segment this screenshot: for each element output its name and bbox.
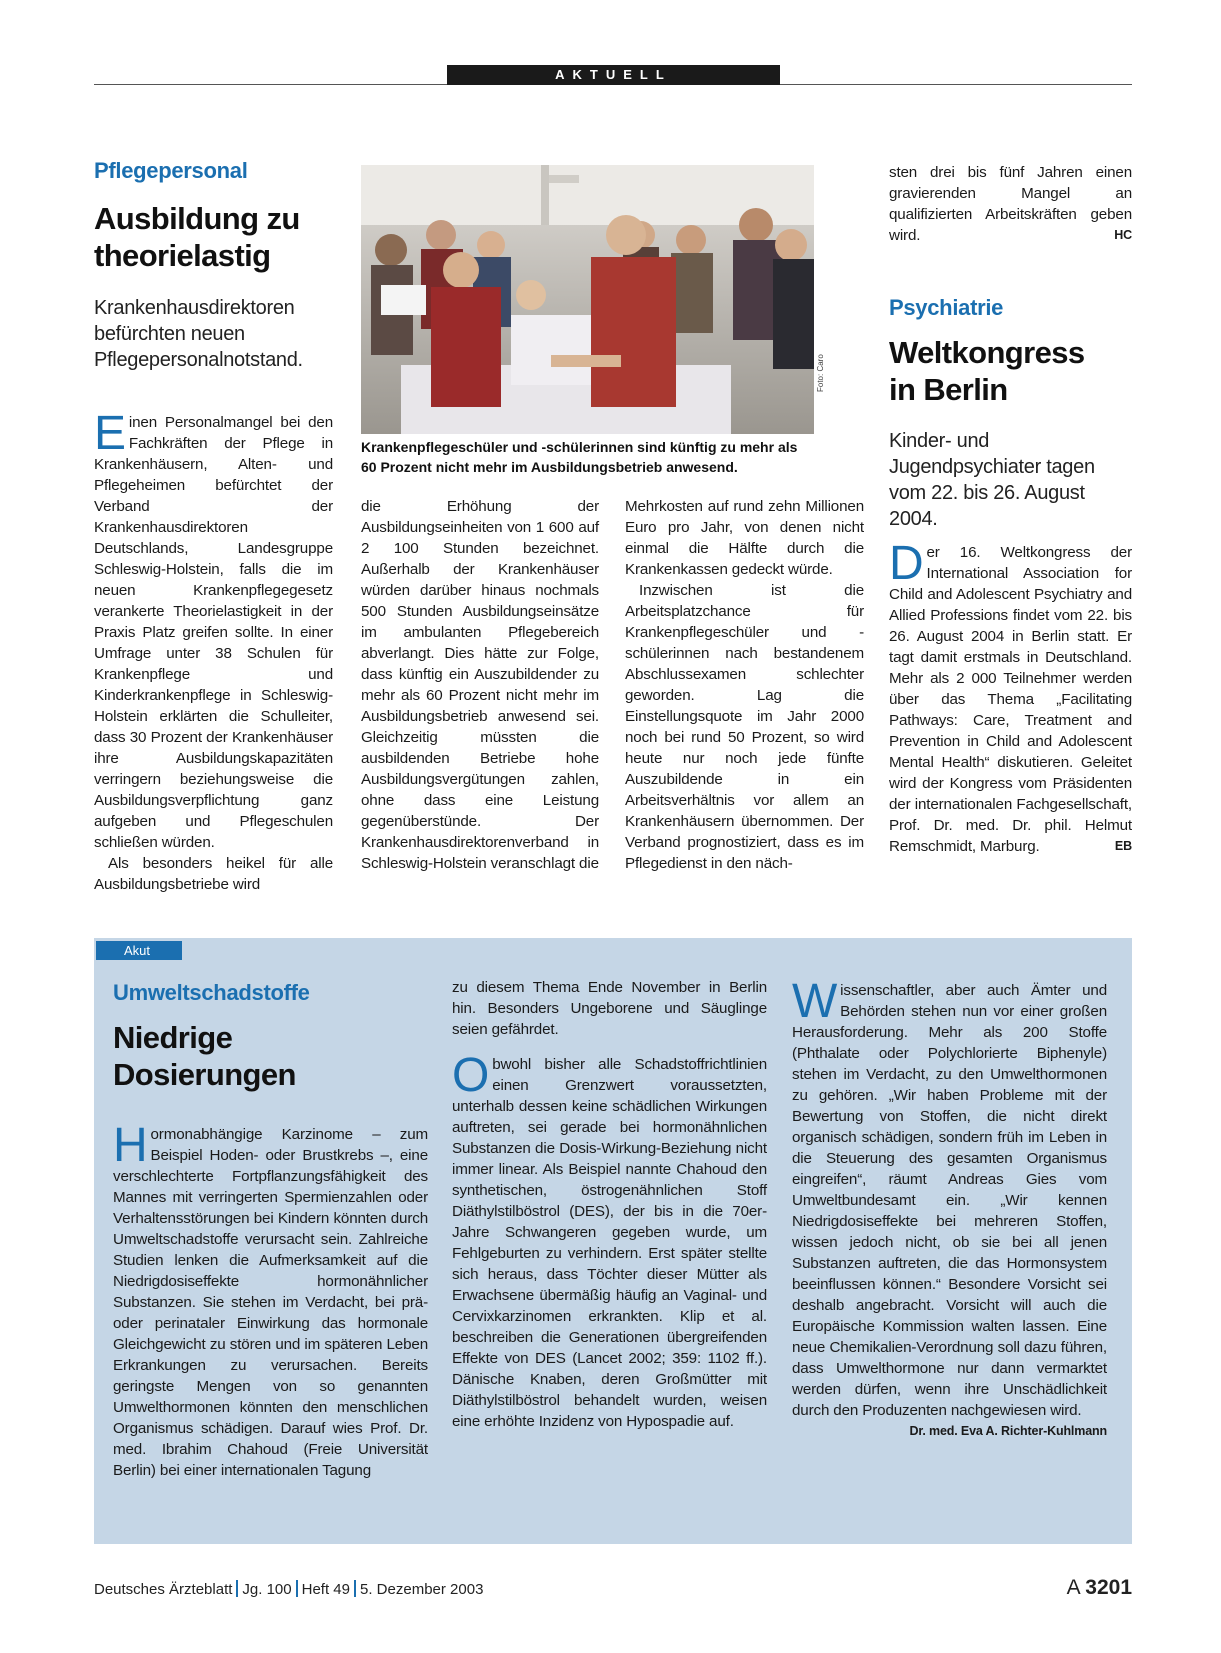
article3-column-1 xyxy=(113,1119,428,1481)
photo-credit: Foto: Caro xyxy=(816,354,825,392)
footer-issue: Heft 49 xyxy=(301,1581,350,1598)
article3-column-3 xyxy=(792,975,1107,1442)
article3-dropcap-o: O xyxy=(452,1049,490,1102)
article3-headline xyxy=(113,1019,413,1093)
article1-headline-line1: Ausbildung zu xyxy=(94,201,300,236)
nursing-training-photo xyxy=(361,165,814,434)
akut-tab-label: Akut xyxy=(96,941,182,960)
article1-col1-paragraph1: inen Personalmangel bei den Fachkräften der Pflege in Krankenhäusern, Alten- und Pflegeheimen befürchtet der Verband der Krankenhausdirektoren Deutschlands, Landesgruppe Schleswig-Holstein, falls die im neuen Krankenpflegegesetz verankerte Theorielastigkeit in der Praxis Platz greifen sollte. In einer Umfrage unter 38 Schulen für Krankenpflege und Kinderkrankenpflege in Schleswig-Holstein erklärten die Schulleiter, dass 30 Prozent der Krankenhäuser ihre Ausbildungskapazitäten verringern beziehungsweise die Ausbildungsverpflichtung ganz aufgeben und Pflegeschulen schließen würden. xyxy=(94,414,333,851)
article1-col4-paragraph1: sten drei bis fünf Jahren einen gravierenden Mangel an qualifizierten Arbeitskräften geben wird. xyxy=(889,164,1132,244)
article1-column-1 xyxy=(94,407,333,895)
article1-col1-paragraph2: Als besonders heikel für alle Ausbildungsbetriebe wird xyxy=(94,855,333,893)
article1-lead: Krankenhausdirektoren befürchten neuen Pflegepersonalnotstand. xyxy=(94,297,303,371)
article1-column-4 xyxy=(889,162,1132,246)
article1-column-3 xyxy=(625,496,864,874)
article1-col3-paragraph1: Mehrkosten auf rund zehn Millionen Euro pro Jahr, von denen nicht einmal die Hälfte durch die Krankenkassen gedeckt würde. xyxy=(625,498,864,578)
article1-col3-paragraph2: Inzwischen ist die Arbeitsplatzchance für Krankenpflegeschüler und -schülerinnen nach bestandenem Abschlussexamen schlechter geworden. Lag die Einstellungsquote im Jahr 2000 noch bei rund 50 Prozent, so wird heute nur noch jede fünfte Auszubildende in ein Arbeitsverhältnis vor allem an Krankenhäusern übernommen. Der Verband prognostiziert, dass es im Pflegedienst in den näch- xyxy=(625,582,864,872)
article3-dropcap-h: H xyxy=(113,1119,148,1172)
article1-headline-line2: theorielastig xyxy=(94,238,271,273)
article3-col2-paragraph1: zu diesem Thema Ende November in Berlin hin. Besonders Ungeborene und Säuglinge seien gefährdet. xyxy=(452,979,767,1038)
article1-signature: HC xyxy=(1114,228,1132,242)
article3-headline-line1: Niedrige xyxy=(113,1020,233,1055)
article2-body-text: er 16. Weltkongress der International Association for Child and Adolescent Psychiatry and Allied Professions findet vom 22. bis 26. August 2004 in Berlin statt. Er tagt damit erstmals in Deutschland. Mehr als 2 000 Teilnehmer werden über das Thema „Facilitating Pathways: Care, Treatment and Prevention in Child and Adolescent Mental Health“ diskutieren. Geleitet wird der Kongress vom Präsidenten der internationalen Fachgesellschaft, Prof. Dr. med. Dr. phil. Helmut Remschmidt, Marburg. xyxy=(889,544,1132,855)
article3-col1-text: ormonabhängige Karzinome – zum Beispiel Hoden- oder Brustkrebs –, eine verschlechterte Fortpflanzungsfähigkeit des Mannes mit verringerten Spermienzahlen oder Verhaltensstörungen bei Kindern könnten durch Umweltschadstoffe verursacht sein. Zahlreiche Studien lenken die Aufmerksamkeit auf die Niedrigdosiseffekte hormonähnlicher Substanzen. Sie stehen im Verdacht, bei prä- oder perinataler Einwirkung das hormonale Gleichgewicht zu stören und im späteren Leben Erkrankungen zu verursachen. Bereits geringste Mengen von so genannten Umwelthormonen könnten den menschlichen Organismus schädigen. Darauf wies Prof. Dr. med. Ibrahim Chahoud (Freie Universität Berlin) bei einer internationalen Tagung xyxy=(113,1126,428,1479)
article3-dropcap-w: W xyxy=(792,975,838,1028)
article3-col3-text: issenschaftler, aber auch Ämter und Behörden stehen nun vor einer großen Herausforderung. Mehr als 200 Stoffe (Phthalate oder Polychlorierte Biphenyle) stehen im Verdacht, zu den Umwelthormonen zu gehören. „Wir haben Probleme mit der Bewertung von Stoffen, die nicht direkt organisch schädigen, sondern früh im Leben in die Steuerung des gesamten Organismus eingreifen“, räumt Andreas Gies vom Umweltbundesamt ein. „Wir kennen Niedrigdosiseffekte bei mehreren Stoffen, wissen jedoch nicht, ob sie bei all jenen Substanzen auftreten, die das Hormonsystem beeinflussen können.“ Besondere Vorsicht sei deshalb angebracht. Vorsicht will auch die Europäische Kommission walten lassen. Eine neue Chemikalien-Verordnung soll dazu führen, dass Umwelthormone nur dann vermarktet werden dürfen, wenn ihre Unschädlichkeit durch den Produzenten nachgewiesen wird. xyxy=(792,982,1107,1419)
article3-kicker: Umweltschadstoffe xyxy=(113,980,310,1005)
article3-col2-paragraph2: bwohl bisher alle Schadstoffrichtlinien einen Grenzwert voraussetzten, unterhalb dessen keine schädlichen Wirkungen auftreten, sei gerade bei hormonähnlichen Substanzen die Dosis-Wirkung-Beziehung nicht immer linear. Als Beispiel nannte Chahoud den synthetischen, östrogenähnlichen Stoff Diäthylstilböstrol (DES), der bis in die 70er-Jahre Schwangeren gegeben wurde, um Fehlgeburten zu verhindern. Erst später stellte sich heraus, dass Töchter dieser Mütter als Erwachsene übermäßig häufig an Vaginal- und Cervixkarzinomen erkrankten. Klip et al. beschreiben die Generationen übergreifenden Effekte von DES (Lancet 2002; 359: 1102 ff.). Dänische Knaben, deren Großmütter mit Diäthylstilböstrol behandelt wurden, weisen eine erhöhte Inzidenz von Hypospadie auf. xyxy=(452,1056,767,1430)
footer-separator xyxy=(354,1580,356,1597)
photo-caption: Krankenpflegeschüler und -schülerinnen sind künftig zu mehr als 60 Prozent nicht mehr im Ausbildungsbetrieb anwesend. xyxy=(361,439,798,475)
article2-headline-line2: in Berlin xyxy=(889,372,1008,407)
article2-headline xyxy=(889,334,1129,408)
article1-dropcap: E xyxy=(94,407,126,460)
article2-headline-line1: Weltkongress xyxy=(889,335,1085,370)
footer-date: 5. Dezember 2003 xyxy=(360,1581,484,1598)
article2-dropcap: D xyxy=(889,537,924,590)
article1-column-2 xyxy=(361,496,599,874)
article1-photo xyxy=(361,165,814,434)
article3-column-2 xyxy=(452,977,767,1432)
article2-body xyxy=(889,537,1132,857)
article2-kicker: Psychiatrie xyxy=(889,295,1004,320)
article2-signature: EB xyxy=(1114,839,1132,853)
article1-headline xyxy=(94,200,344,274)
article3-headline-line2: Dosierungen xyxy=(113,1057,296,1092)
footer-volume: Jg. 100 xyxy=(242,1581,292,1598)
article1-kicker: Pflegepersonal xyxy=(94,158,248,183)
footer-separator xyxy=(296,1580,298,1597)
article1-col2-paragraph1: die Erhöhung der Ausbildungseinheiten von 1 600 auf 2 100 Stunden bezeichnet. Außerhalb der Krankenhäuser würden darüber hinaus nochmals 500 Stunden Ausbildungseinsätze im ambulanten Pflegebereich abverlangt. Dies hätte zur Folge, dass künftig ein Auszubildender zu mehr als 60 Prozent nicht mehr im Ausbildungsbetrieb anwesend sei. Gleichzeitig müssten die ausbildenden Betriebe hohe Ausbildungsvergütungen zahlen, ohne dass eine Leistung gegenüberstünde. Der Krankenhausdirektorenverband in Schleswig-Holstein veranschlagt die xyxy=(361,498,599,872)
page-number xyxy=(1067,1576,1132,1600)
footer-journal: Deutsches Ärzteblatt xyxy=(94,1581,233,1598)
page-footer xyxy=(94,1576,1132,1599)
article2-lead: Kinder- und Jugendpsychiater tagen vom 22. bis 26. August 2004. xyxy=(889,430,1095,530)
article3-signature: Dr. med. Eva A. Richter-Kuhlmann xyxy=(909,1424,1107,1438)
page-prefix: A xyxy=(1066,1576,1080,1599)
section-label: AKTUELL xyxy=(447,65,780,85)
footer-separator xyxy=(236,1580,238,1597)
page-number-value: 3201 xyxy=(1085,1576,1132,1599)
